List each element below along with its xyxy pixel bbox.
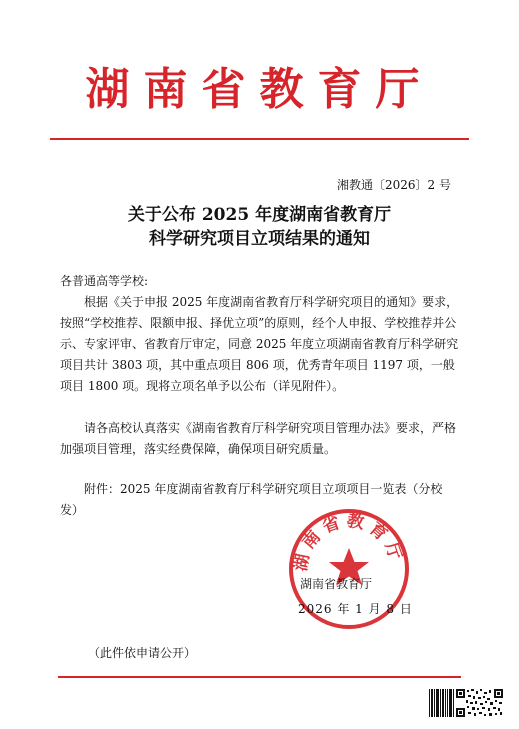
document-number: 湘教通〔2026〕2 号 [337, 178, 451, 192]
header-red-rule [50, 138, 469, 140]
disclosure-note: （此件依申请公开） [88, 646, 197, 660]
paragraph-1: 根据《关于申报 2025 年度湖南省教育厅科学研究项目的通知》要求，按照“学校推荐、限额申报、择优立项”的原则，经个人申报、学校推荐并公示、专家评审、省教育厅审定，同意 2025 年度立项湖南省教育厅科学研究项目共计 3803 项，其中重点项目 806 项，优秀青年项目 1197 项，一般项目 1800 项。现将立项名单予以公布（详见附件）。 [60, 295, 459, 393]
org-header-title: 湖南省教育厅 [85, 64, 434, 115]
qr-code-icon [428, 688, 504, 718]
title-line-2: 科学研究项目立项结果的通知 [149, 229, 370, 249]
document-title [0, 203, 519, 251]
attachment-note: 附件：2025 年度湖南省教育厅科学研究项目立项项目一览表（分校发） [60, 482, 443, 517]
signature-date: 2026 年 1 月 8 日 [298, 602, 413, 616]
footer-red-rule [58, 676, 461, 678]
salutation: 各普通高等学校: [60, 274, 149, 288]
seal-text: 湖南省教育厅 [290, 510, 407, 573]
title-line-1: 关于公布 2025 年度湖南省教育厅 [127, 205, 392, 225]
paragraph-2: 请各高校认真落实《湖南省教育厅科学研究项目管理办法》要求，严格加强项目管理，落实经费保障，确保项目研究质量。 [60, 421, 457, 456]
signature-org: 湖南省教育厅 [300, 577, 373, 591]
